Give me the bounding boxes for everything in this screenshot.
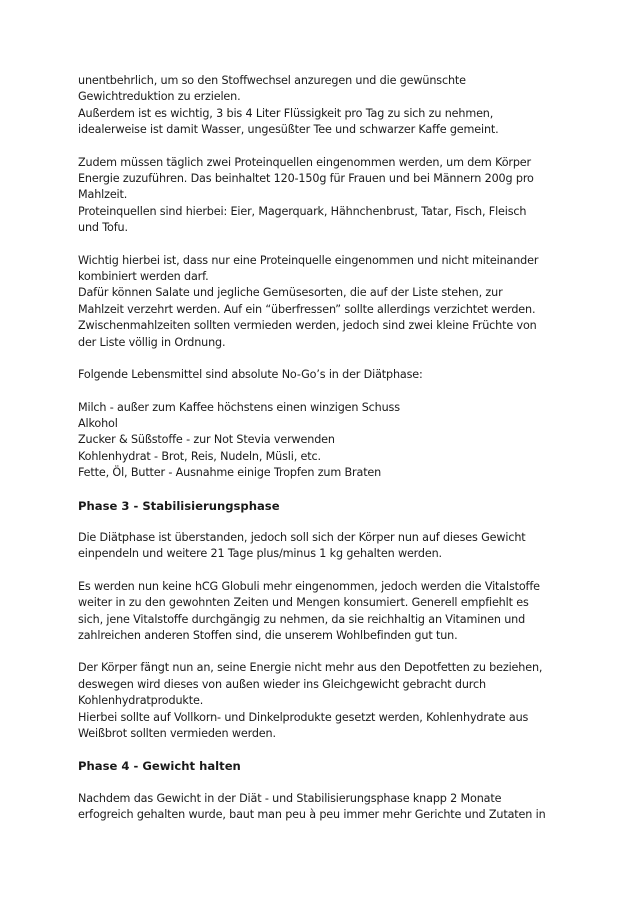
text-line: Zudem müssen täglich zwei Proteinquellen eingenommen werden, um dem Körper — [78, 155, 531, 169]
text-line: Weißbrot sollten vermieden werden. — [78, 727, 276, 740]
text-line: Mahlzeit. — [78, 188, 128, 202]
text-line: zahlreichen anderen Stoffen sind, die unserem Wohlbefinden gut tun. — [78, 628, 458, 642]
paragraph — [78, 530, 579, 563]
paragraph — [78, 400, 579, 482]
text-line: und Tofu. — [78, 221, 128, 235]
text-line: Zwischenmahlzeiten sollten vermieden werden, jedoch sind zwei kleine Früchte von — [78, 319, 537, 333]
text-line: Nachdem das Gewicht in der Diät - und Stabilisierungsphase knapp 2 Monate — [78, 791, 502, 805]
section-phase-2-rules — [78, 73, 579, 482]
heading-phase-4: Phase 4 - Gewicht halten — [78, 759, 241, 774]
text-line: sich, jene Vitalstoffe durchgängig zu nehmen, da sie reichhaltig an Vitaminen und — [78, 612, 526, 626]
text-line: der Liste völlig in Ordnung. — [78, 335, 226, 349]
text-line: deswegen wird dieses von außen wieder ins Gleichgewicht gebracht durch — [78, 677, 486, 691]
text-line: Fette, Öl, Butter - Ausnahme einige Tropfen zum Braten — [78, 466, 382, 480]
text-line: Wichtig hierbei ist, dass nur eine Proteinquelle eingenommen und nicht miteinander — [78, 253, 539, 267]
text-line: Kohlenhydratprodukte. — [78, 694, 204, 708]
heading-phase-3: Phase 3 - Stabilisierungsphase — [78, 498, 280, 513]
text-line: Zucker & Süßstoffe - zur Not Stevia verwenden — [78, 433, 335, 447]
text-line: Milch - außer zum Kaffee höchstens einen winzigen Schuss — [78, 400, 400, 414]
text-line: Energie zuzuführen. Das beinhaltet 120-150g für Frauen und bei Männern 200g pro — [78, 172, 534, 186]
paragraph — [78, 155, 579, 237]
text-line: Alkohol — [78, 416, 118, 430]
text-line: weiter in zu den gewohnten Zeiten und Mengen konsumiert. Generell empfiehlt es — [78, 596, 529, 610]
text-line: erfogreich gehalten wurde, baut man peu à peu immer mehr Gerichte und Zutaten in — [78, 808, 546, 822]
text-line: Dafür können Salate und jegliche Gemüsesorten, die auf der Liste stehen, zur — [78, 286, 503, 300]
text-line: Gewichtreduktion zu erzielen. — [78, 90, 241, 104]
paragraph — [78, 253, 579, 351]
text-line: Außerdem ist es wichtig, 3 bis 4 Liter Flüssigkeit pro Tag zu sich zu nehmen, — [78, 106, 494, 120]
section-phase-3 — [78, 530, 579, 742]
section-phase-4 — [78, 791, 579, 824]
text-line: Es werden nun keine hCG Globuli mehr eingenommen, jedoch werden die Vitalstoffe — [78, 579, 540, 593]
text-line: Hierbei sollte auf Vollkorn- und Dinkelprodukte gesetzt werden, Kohlenhydrate aus — [78, 710, 529, 724]
text-line: Proteinquellen sind hierbei: Eier, Magerquark, Hähnchenbrust, Tatar, Fisch, Fleisch — [78, 204, 527, 218]
paragraph — [78, 791, 579, 824]
text-line: Der Körper fängt nun an, seine Energie nicht mehr aus den Depotfetten zu beziehen, — [78, 661, 543, 675]
text-line: Kohlenhydrat - Brot, Reis, Nudeln, Müsli, etc. — [78, 449, 321, 463]
paragraph — [78, 367, 579, 383]
text-line: kombiniert werden darf. — [78, 270, 209, 284]
text-line: einpendeln und weitere 21 Tage plus/minus 1 kg gehalten werden. — [78, 547, 442, 561]
text-line: Folgende Lebensmittel sind absolute No-Go’s in der Diätphase: — [78, 368, 423, 382]
paragraph — [78, 660, 579, 742]
paragraph — [78, 579, 579, 645]
text-line: idealerweise ist damit Wasser, ungesüßter Tee und schwarzer Kaffe gemeint. — [78, 123, 499, 137]
text-line: Mahlzeit verzehrt werden. Auf ein “überfressen” sollte allerdings verzichtet werden. — [78, 302, 536, 316]
text-line: unentbehrlich, um so den Stoffwechsel anzuregen und die gewünschte — [78, 74, 466, 87]
text-line: Die Diätphase ist überstanden, jedoch soll sich der Körper nun auf dieses Gewicht — [78, 530, 526, 544]
paragraph — [78, 73, 579, 139]
